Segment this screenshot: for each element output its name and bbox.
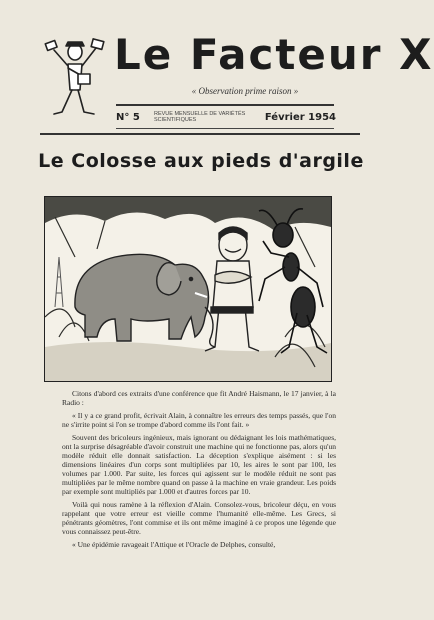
masthead-title: Le Facteur X — [114, 30, 434, 79]
masthead-rule-bottom — [116, 128, 334, 129]
article-paragraph: Voilà qui nous ramène à la réflexion d'Alain. Consolez-vous, bricoleur déçu, en vous rappelant que votre erreur est vieille comme l'humanité elle-même. Les Grecs, si pénétrants géomètres, l'ont commise et ils ont même imaginé à ce propos une légende que vous connaissez peut-être. — [62, 500, 336, 536]
masthead-rule-top — [116, 104, 334, 106]
masthead-motto: « Observation prime raison » — [191, 86, 299, 96]
elephant-ant-illustration-icon — [45, 197, 331, 381]
issue-info-row — [116, 110, 336, 128]
article-paragraph: « Une épidémie ravageait l'Attique et l'Oracle de Delphes, consulté, — [72, 540, 276, 549]
article-paragraph: Souvent des bricoleurs ingénieux, mais ignorant ou dédaignant les lois mathématiques, ont la surprise désagréable d'avoir construit une machine qui ne fonctionne pas, alors qu'un modèle réduit elle donnait satisfaction. La déception s'explique aisément : si les dimensions linéaires d'un corps sont multipliées par 10, les aires le sont par 100, les volumes par 1.000. Par suite, les forces qui agissent sur le modèle réduit ne sont pas multipliées par le même nombre quand on passe à la machine en vraie grandeur. Les poids par exemple sont multipliés par 1.000 et d'autres forces par 10. — [62, 433, 336, 496]
revue-subtitle: REVUE MENSUELLE DE VARIÉTÉS SCIENTIFIQUES — [154, 111, 246, 123]
article-body — [62, 389, 336, 599]
article-illustration — [44, 196, 332, 382]
article-paragraph: « Il y a ce grand profit, écrivait Alain, à connaître les erreurs des temps passés, que l'on ne s'irrite point si l'on se trompe d'abord comme ils l'ont fait. » — [62, 411, 336, 429]
issue-date: Février 1954 — [264, 112, 336, 123]
issue-number: N° 5 — [116, 112, 140, 123]
article-headline: Le Colosse aux pieds d'argile — [38, 150, 364, 172]
page-divider — [40, 133, 360, 135]
postman-mascot-icon — [44, 36, 106, 122]
article-paragraph: Citons d'abord ces extraits d'une conférence que fit André Haismann, le 17 janvier, à la Radio : — [62, 389, 336, 407]
